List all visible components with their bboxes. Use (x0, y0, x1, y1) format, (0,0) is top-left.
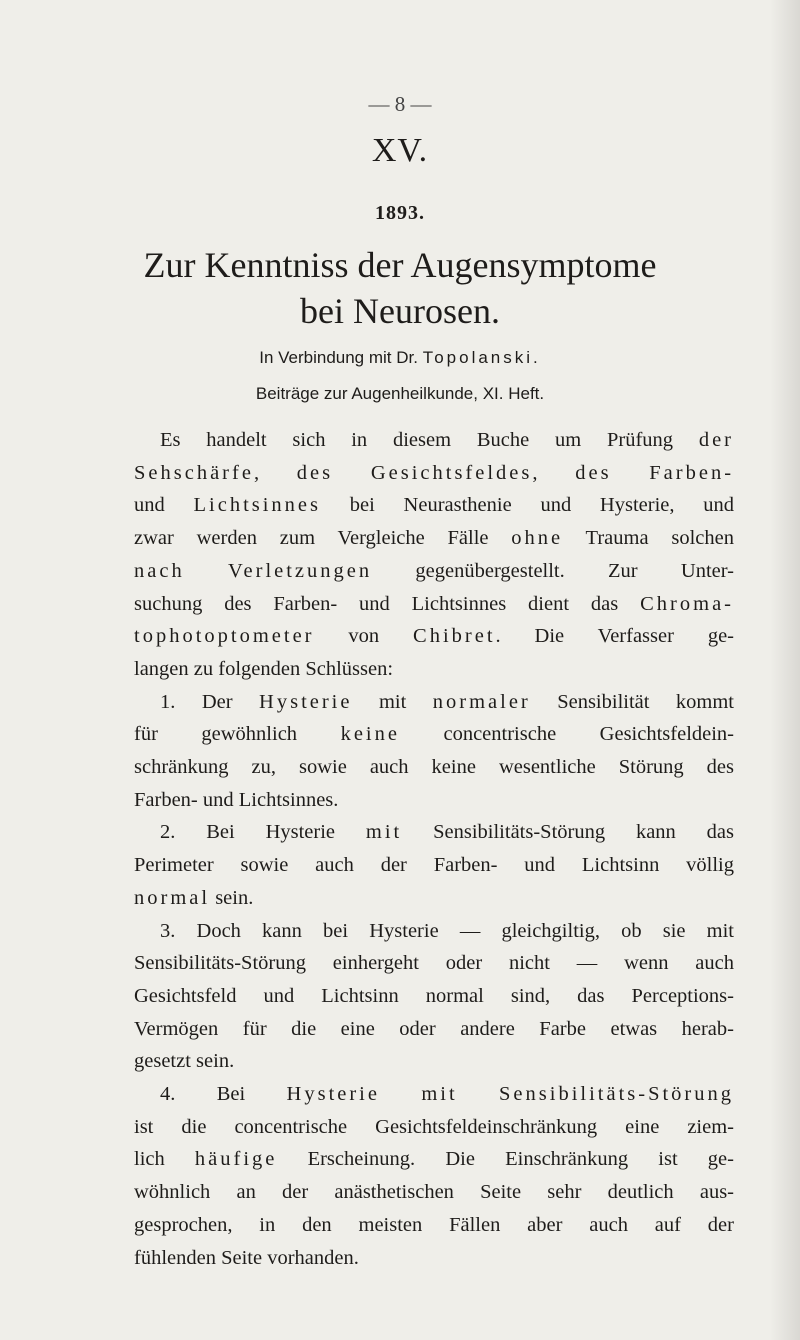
text-line: Vermögen für die eine oder andere Farbe etwas herab- (134, 1017, 734, 1040)
text-line: lich häufige Erscheinung. Die Einschränkung ist ge- (134, 1148, 734, 1171)
coauthor-line (0, 348, 800, 368)
text-line: wöhnlich an der anästhetischen Seite sehr deutlich aus- (134, 1181, 734, 1204)
article-title (0, 242, 800, 334)
article-title-text: Zur Kenntniss der Augensymptome bei Neurosen. (143, 245, 657, 331)
text-line: für gewöhnlich keine concentrische Gesichtsfeldein- (134, 723, 735, 746)
text-line: ist die concentrische Gesichtsfeldeinschränkung eine ziem- (134, 1115, 734, 1138)
text-line: nach Verletzungen gegenübergestellt. Zur Unter- (134, 559, 734, 582)
text-line: zwar werden zum Vergleiche Fälle ohne Trauma solchen (134, 527, 734, 550)
text-line: 3. Doch kann bei Hysterie — gleichgiltig, ob sie mit (160, 919, 734, 942)
text-line: 2. Bei Hysterie mit Sensibilitäts-Störung kann das (160, 821, 735, 844)
coauthor-prefix: In Verbindung mit Dr. (259, 348, 423, 367)
text-line: tophotoptometer von Chibret. Die Verfasser ge- (134, 625, 735, 648)
body-text (134, 424, 734, 1274)
text-line: gesetzt sein. (134, 1050, 235, 1073)
text-line: Sehschärfe, des Gesichtsfeldes, des Farben- (134, 461, 735, 484)
text-line: Perimeter sowie auch der Farben- und Lichtsinn völlig (134, 854, 734, 877)
text-line: suchung des Farben- und Lichtsinnes dient das Chroma- (134, 592, 734, 615)
text-line: gesprochen, in den meisten Fällen aber auch auf der (134, 1213, 734, 1236)
text-line: Sensibilitäts-Störung einhergeht oder nicht — wenn auch (134, 952, 734, 975)
section-numeral: XV. (371, 132, 429, 169)
text-line: 4. Bei Hysterie mit Sensibilitäts-Störung (160, 1083, 734, 1106)
text-line: und Lichtsinnes bei Neurasthenie und Hysterie, und (134, 494, 735, 517)
text-line: langen zu folgenden Schlüssen: (134, 657, 394, 680)
text-line: normal sein. (134, 886, 254, 909)
text-line: schränkung zu, sowie auch keine wesentliche Störung des (134, 756, 734, 779)
coauthor-name: Topolanski. (422, 348, 541, 367)
text-line: Gesichtsfeld und Lichtsinn normal sind, das Perceptions- (134, 984, 734, 1007)
text-line: Farben- und Lichtsinnes. (134, 788, 339, 811)
page-edge-shadow (770, 0, 800, 1340)
text-line: Es handelt sich in diesem Buche um Prüfung der (160, 429, 734, 451)
page-number: — 8 — (368, 92, 432, 116)
publication-year: 1893. (375, 202, 425, 224)
text-line: fühlenden Seite vorhanden. (134, 1246, 359, 1269)
text-line: 1. Der Hysterie mit normaler Sensibilität kommt (160, 690, 735, 713)
source-citation: Beiträge zur Augenheilkunde, XI. Heft. (255, 384, 545, 403)
